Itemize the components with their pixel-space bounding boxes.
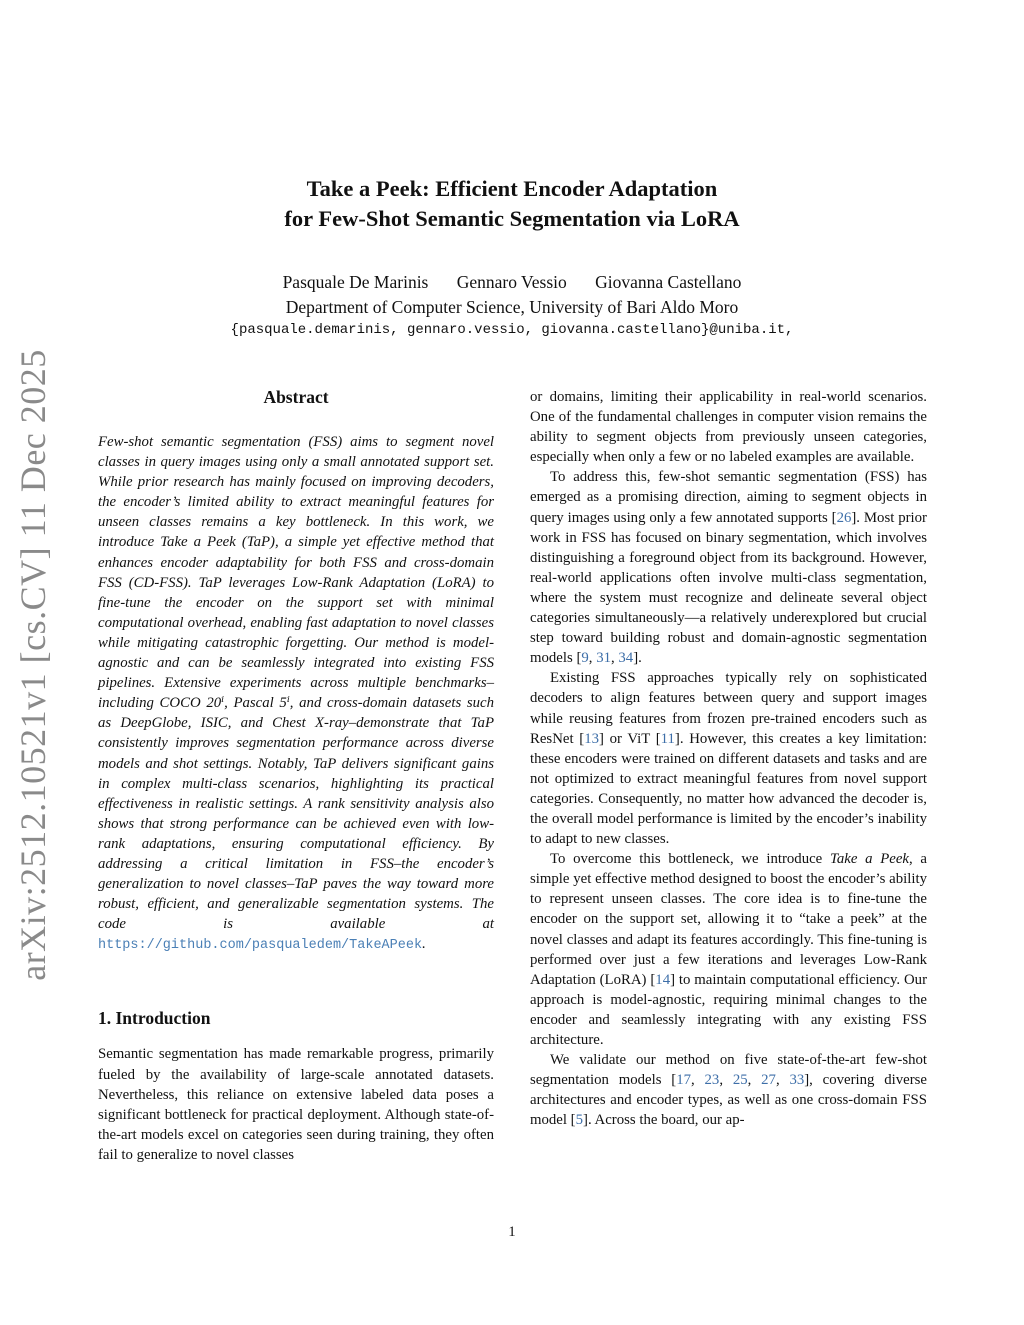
citation-link[interactable]: 5	[575, 1112, 584, 1129]
citation-link[interactable]: 13	[584, 730, 599, 747]
abstract-heading: Abstract	[263, 387, 329, 407]
left-column	[98, 384, 494, 1165]
title-line-1: Take a Peek: Efficient Encoder Adaptation	[306, 176, 718, 201]
citation-link[interactable]: 31	[596, 650, 611, 667]
intro-paragraph-2: To address this, few-shot semantic segmentation (FSS) has emerged as a promising direction, aiming to segment objects in query images using only a few annotated supports [26]. Most prior work in FSS has focused on binary segmentation, which involves distinguishing a foreground object from its background. However, real-world applications often involve multi-class segmentation, where the system must recognize and delineate several object categories simultaneously—a relatively underexplored but crucial step toward building robust and domain-agnostic segmentation models [9, 31, 34].	[530, 469, 927, 667]
affiliation: Department of Computer Science, University of Bari Aldo Moro	[285, 297, 739, 317]
citation-link[interactable]: 25	[732, 1072, 748, 1089]
method-name: Take a Peek	[829, 851, 909, 868]
author-2: Gennaro Vessio	[456, 272, 567, 292]
intro-paragraph-1-continued: or domains, limiting their applicability in real-world scenarios. One of the fundamental challenges in computer vision remains the ability to segment objects from previously unseen categories, especially when only a few or no labeled examples are available.	[530, 389, 927, 466]
intro-paragraph-1: Semantic segmentation has made remarkable progress, primarily fueled by the availability of large-scale annotated datasets. Nevertheless, this reliance on extensive labeled data poses a significant bottleneck for practical deployment. Although state-of-the-art models excel on categories seen during training, they often fail to generalize to novel classes	[98, 1046, 494, 1163]
citation-link[interactable]: 14	[655, 971, 671, 988]
author-3: Giovanna Castellano	[595, 272, 742, 292]
citation-link[interactable]: 17	[676, 1072, 691, 1089]
author-emails: {pasquale.demarinis, gennaro.vessio, giovanna.castellano}@uniba.it,	[230, 322, 794, 338]
citation-link[interactable]: 11	[660, 730, 675, 747]
citation-link[interactable]: 34	[618, 650, 634, 667]
paper-title	[100, 174, 924, 234]
author-1: Pasquale De Marinis	[282, 272, 429, 292]
citation-link[interactable]: 33	[789, 1072, 805, 1089]
arxiv-side-stamp: arXiv:2512.10521v1 [cs.CV] 11 Dec 2025	[13, 349, 53, 981]
code-link[interactable]: https://github.com/pasqualedem/TakeAPeek	[98, 938, 423, 954]
intro-paragraph-4: To overcome this bottleneck, we introduce Take a Peek, a simple yet effective method designed to boost the encoder’s ability to represent unseen classes. The core idea is to fine-tune the encoder on the support set, allowing it to “take a peek” at the novel classes and adapt its features accordingly. This fine-tuning is performed over just a few iterations and leverages Low-Rank Adaptation (LoRA) [14] to maintain computational efficiency. Our approach is model-agnostic, requiring minimal changes to the encoder and seamlessly integrating with any existing FSS architecture.	[530, 851, 928, 1048]
intro-paragraph-3: Existing FSS approaches typically rely on sophisticated decoders to align features between query and support images while reusing features from frozen pre-trained encoders such as ResNet [13] or ViT [11]. However, this creates a key limitation: these encoders were trained on different datasets and tasks and are not optimized to extract meaningful features from novel support categories. Consequently, no matter how advanced the decoder is, the overall model performance is limited by the encoder’s inability to adapt to new classes.	[530, 670, 927, 848]
citation-link[interactable]: 23	[704, 1072, 720, 1089]
page-number: 1	[508, 1224, 516, 1240]
citation-link[interactable]: 9	[581, 650, 589, 667]
abstract-text: Few-shot semantic segmentation (FSS) aims to segment novel classes in query images using only a small annotated support set. While prior research has mainly focused on improving decoders, the encoder’s limited ability to extract meaningful features for unseen classes remains a key bottleneck. In this work, we introduce Take a Peek (TaP), a simple yet effective method that enhances encoder adaptability for both FSS and cross-domain FSS (CD-FSS). TaP leverages Low-Rank Adaptation (LoRA) to fine-tune the encoder on the support set with minimal computational overhead, enabling fast adaptation to novel classes while mitigating catastrophic forgetting. Our method is model-agnostic and can be seamlessly integrated into existing FSS pipelines. Extensive experiments across multiple benchmarks–including COCO 20ⁱ, Pascal 5ⁱ, and cross-domain datasets such as DeepGlobe, ISIC, and Chest X-ray–demonstrate that TaP consistently improves segmentation performance across diverse models and shot settings. Notably, TaP delivers significant gains in complex multi-class scenarios, highlighting its practical effectiveness in realistic settings. A rank sensitivity analysis also shows that strong performance can be achieved even with low-rank adaptations, ensuring computational efficiency. By addressing a critical limitation in FSS–the encoder’s generalization to novel classes–TaP paves the way toward more robust, efficient, and generalizable segmentation systems. The code is available at https://github.com/pasqualedem/TakeAPeek.	[98, 434, 494, 954]
right-column	[530, 387, 927, 1130]
title-line-2: for Few-Shot Semantic Segmentation via LoRA	[284, 206, 740, 231]
citation-link[interactable]: 27	[761, 1072, 776, 1089]
citation-link[interactable]: 26	[836, 509, 852, 526]
author-names	[100, 270, 924, 295]
section-heading-introduction: 1. Introduction	[98, 1008, 211, 1029]
intro-paragraph-5: We validate our method on five state-of-the-art few-shot segmentation models [17, 23, 25, 27, 33], covering diverse architectures and encoder types, as well as one cross-domain FSS model [5]. Across the board, our ap-	[530, 1052, 927, 1129]
author-block	[100, 270, 924, 320]
